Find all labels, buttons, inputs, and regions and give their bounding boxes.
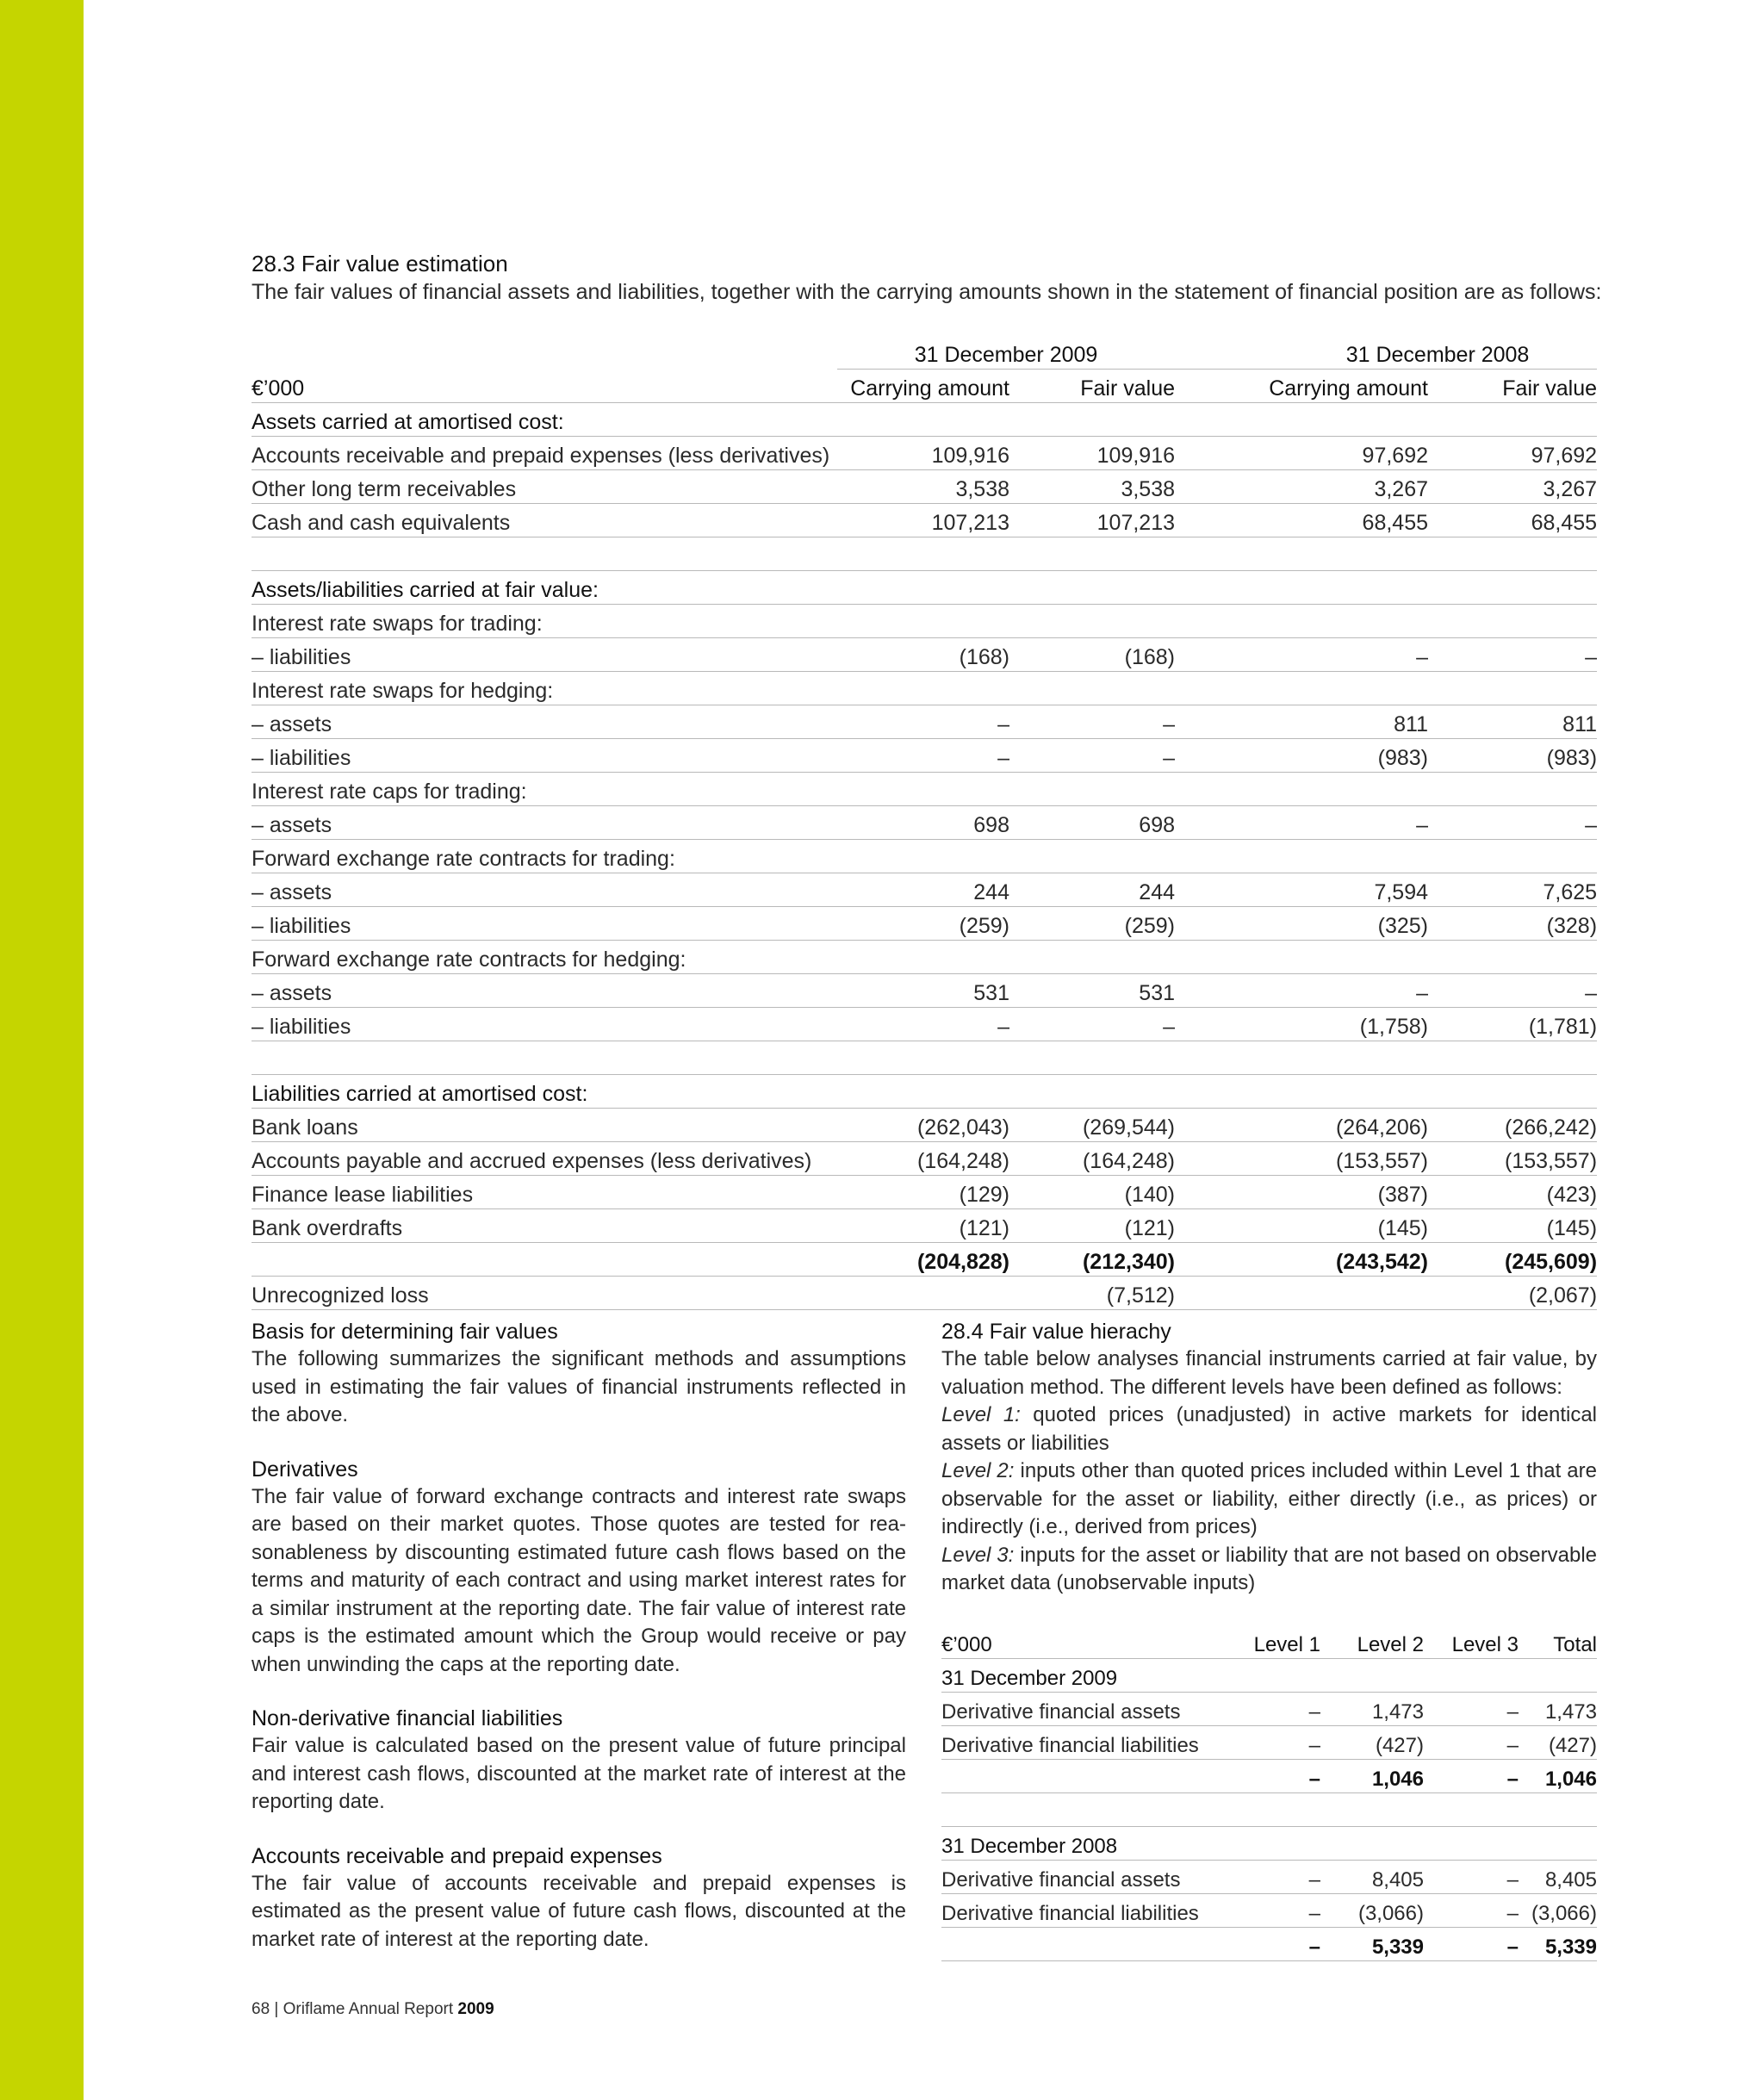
- level-name: Level 2:: [941, 1459, 1015, 1482]
- cell-value: 811: [1175, 705, 1428, 739]
- cell-value: [1428, 840, 1597, 873]
- hier-cell-value: –: [1226, 1759, 1320, 1792]
- cell-value: –: [1009, 1008, 1175, 1041]
- block-heading: Basis for determining fair values: [252, 1320, 558, 1344]
- fair-2008-header: Fair value: [1428, 370, 1597, 403]
- fair-value-table: [252, 336, 1597, 1310]
- hier-row: [941, 1893, 1597, 1927]
- cell-value: (153,557): [1428, 1142, 1597, 1176]
- cell-value: [1175, 672, 1428, 705]
- cell-value: –: [1175, 974, 1428, 1008]
- hierarchy-table: [941, 1625, 1597, 1961]
- row-label: Unrecognized loss: [252, 1277, 837, 1310]
- text-block: [252, 1318, 906, 1430]
- cell-value: 3,538: [837, 470, 1009, 504]
- cell-value: [1428, 1075, 1597, 1109]
- cell-value: 244: [1009, 873, 1175, 907]
- hier-cell-value: –: [1424, 1927, 1519, 1960]
- table-row: [252, 739, 1597, 773]
- cell-value: 811: [1428, 705, 1597, 739]
- page-footer: [252, 2000, 494, 2019]
- cell-value: (387): [1175, 1176, 1428, 1209]
- table-row: [252, 873, 1597, 907]
- hier-cell-value: –: [1226, 1692, 1320, 1725]
- cell-value: [1175, 773, 1428, 806]
- hier-cell-value: [1226, 1792, 1320, 1826]
- cell-value: (212,340): [1009, 1243, 1175, 1277]
- cell-value: –: [1175, 638, 1428, 672]
- cell-value: (121): [837, 1209, 1009, 1243]
- cell-value: (269,544): [1009, 1109, 1175, 1142]
- hier-cell-value: (3,066): [1320, 1893, 1424, 1927]
- hier-row-label: [941, 1927, 1226, 1960]
- row-label: Forward exchange rate contracts for hedging:: [252, 941, 837, 974]
- cell-value: (145): [1175, 1209, 1428, 1243]
- level-name: Level 3:: [941, 1543, 1015, 1567]
- table-row: [252, 470, 1597, 504]
- hier-cell-value: [1226, 1826, 1320, 1860]
- hier-cell-value: [1320, 1658, 1424, 1692]
- cell-value: [1009, 571, 1175, 605]
- cell-value: [837, 1075, 1009, 1109]
- cell-value: 68,455: [1175, 504, 1428, 537]
- block-text: The following summarizes the significant methods and assumptions used in estimating the fair values of financial instruments reflected in the above.: [252, 1347, 906, 1426]
- cell-value: (983): [1428, 739, 1597, 773]
- row-label: – assets: [252, 974, 837, 1008]
- hier-cell-value: [1320, 1826, 1424, 1860]
- text-block: [252, 1705, 906, 1817]
- cell-value: [1175, 537, 1428, 571]
- cell-value: (1,781): [1428, 1008, 1597, 1041]
- cell-value: (7,512): [1009, 1277, 1175, 1310]
- table-row: [252, 504, 1597, 537]
- row-label: Interest rate swaps for hedging:: [252, 672, 837, 705]
- cell-value: (153,557): [1175, 1142, 1428, 1176]
- row-label: – liabilities: [252, 907, 837, 941]
- table-row: [252, 840, 1597, 873]
- row-label: – assets: [252, 873, 837, 907]
- row-label: [252, 1243, 837, 1277]
- hierarchy-header-row: [941, 1625, 1597, 1659]
- text-block: [252, 1456, 906, 1680]
- cell-value: [1175, 941, 1428, 974]
- table-row: [252, 907, 1597, 941]
- hier-unit-header: €’000: [941, 1625, 1226, 1659]
- table-row: [252, 974, 1597, 1008]
- row-label: – assets: [252, 806, 837, 840]
- table-row: [252, 806, 1597, 840]
- hier-row-label: [941, 1792, 1226, 1826]
- cell-value: 97,692: [1428, 437, 1597, 470]
- block-text: Fair value is calculated based on the present value of future principal and interest cash flows, discounted at the market rate of interest at the reporting date.: [252, 1734, 906, 1813]
- cell-value: 3,267: [1175, 470, 1428, 504]
- cell-value: (121): [1009, 1209, 1175, 1243]
- hier-cell-value: –: [1424, 1725, 1519, 1759]
- cell-value: [1428, 605, 1597, 638]
- cell-value: 97,692: [1175, 437, 1428, 470]
- cell-value: –: [837, 705, 1009, 739]
- right-column: [941, 1318, 1597, 1961]
- cell-value: [1428, 571, 1597, 605]
- block-text: The fair value of accounts receivable and prepaid expenses is estimated as the present value of future cash flows, discounted at the market rate of interest at the reporting date.: [252, 1871, 906, 1951]
- row-label: – liabilities: [252, 638, 837, 672]
- row-label: Assets/liabilities carried at fair value:: [252, 571, 837, 605]
- cell-value: [837, 1277, 1009, 1310]
- hier-row-label: Derivative financial assets: [941, 1860, 1226, 1893]
- cell-value: (262,043): [837, 1109, 1009, 1142]
- table-row: [252, 1209, 1597, 1243]
- hierarchy-heading: 28.4 Fair value hierachy: [941, 1320, 1171, 1344]
- cell-value: (245,609): [1428, 1243, 1597, 1277]
- hier-row-label: Derivative financial liabilities: [941, 1725, 1226, 1759]
- cell-value: (1,758): [1175, 1008, 1428, 1041]
- level-1-header: Level 1: [1226, 1625, 1320, 1659]
- cell-value: 244: [837, 873, 1009, 907]
- hier-cell-value: [1519, 1826, 1597, 1860]
- row-label: Forward exchange rate contracts for trading:: [252, 840, 837, 873]
- level-text: inputs other than quoted prices included within Level 1 that are observable for the asset or liability, either directly (i.e., as prices) or indirectly (i.e., derived from prices): [941, 1459, 1597, 1538]
- hier-cell-value: –: [1424, 1692, 1519, 1725]
- cell-value: [1009, 773, 1175, 806]
- column-header-row: [252, 370, 1597, 403]
- hier-total-row: [941, 1759, 1597, 1792]
- hier-cell-value: 5,339: [1519, 1927, 1597, 1960]
- cell-value: [837, 403, 1009, 437]
- hier-year-row: [941, 1826, 1597, 1860]
- level-definition: [941, 1542, 1597, 1598]
- cell-value: [1175, 571, 1428, 605]
- cell-value: –: [837, 1008, 1009, 1041]
- row-label: Interest rate swaps for trading:: [252, 605, 837, 638]
- table-row: [252, 1277, 1597, 1310]
- level-definition: [941, 1457, 1597, 1542]
- level-3-header: Level 3: [1424, 1625, 1519, 1659]
- hier-cell-value: 5,339: [1320, 1927, 1424, 1960]
- cell-value: [1009, 941, 1175, 974]
- hierarchy-intro: The table below analyses financial instruments carried at fair value, by valuation method. The different levels have been defined as follows:: [941, 1347, 1597, 1399]
- level-name: Level 1:: [941, 1403, 1021, 1426]
- hier-row-label: 31 December 2008: [941, 1826, 1226, 1860]
- table-row: [252, 638, 1597, 672]
- unit-header: €’000: [252, 370, 837, 403]
- hier-cell-value: 1,473: [1519, 1692, 1597, 1725]
- hier-row: [941, 1692, 1597, 1725]
- table-row: [252, 672, 1597, 705]
- table-row: [252, 437, 1597, 470]
- hier-row: [941, 1792, 1597, 1826]
- cell-value: (2,067): [1428, 1277, 1597, 1310]
- cell-value: 531: [1009, 974, 1175, 1008]
- table-row: [252, 537, 1597, 571]
- table-row: [252, 1176, 1597, 1209]
- cell-value: [1175, 1041, 1428, 1075]
- hier-row-label: Derivative financial liabilities: [941, 1893, 1226, 1927]
- cell-value: (243,542): [1175, 1243, 1428, 1277]
- cell-value: [837, 537, 1009, 571]
- table-row: [252, 1041, 1597, 1075]
- hier-row-label: 31 December 2009: [941, 1658, 1226, 1692]
- cell-value: (266,242): [1428, 1109, 1597, 1142]
- cell-value: [1009, 1041, 1175, 1075]
- cell-value: [1428, 941, 1597, 974]
- cell-value: [1428, 672, 1597, 705]
- cell-value: 698: [1009, 806, 1175, 840]
- cell-value: [1428, 537, 1597, 571]
- hier-cell-value: –: [1424, 1759, 1519, 1792]
- hier-cell-value: –: [1424, 1860, 1519, 1893]
- row-label: [252, 537, 837, 571]
- carrying-2008-header: Carrying amount: [1175, 370, 1428, 403]
- cell-value: (204,828): [837, 1243, 1009, 1277]
- cell-value: [1009, 1075, 1175, 1109]
- hier-cell-value: [1226, 1658, 1320, 1692]
- block-text: The fair value of forward exchange contracts and interest rate swaps are based on their market quotes. Those quotes are tested for rea-sonableness by discounting estimated future cash flows based on the terms and maturity of each contract and using market interest rates for a similar instrument at the reporting date. The fair value of interest rate caps is the estimated amount which the Group would receive or pay when unwinding the caps at the reporting date.: [252, 1484, 906, 1676]
- hier-cell-value: –: [1226, 1860, 1320, 1893]
- cell-value: (328): [1428, 907, 1597, 941]
- accent-side-bar: [0, 0, 84, 2100]
- row-label: Cash and cash equivalents: [252, 504, 837, 537]
- hier-cell-value: –: [1226, 1893, 1320, 1927]
- cell-value: –: [1009, 705, 1175, 739]
- footer-text: 68 | Oriflame Annual Report: [252, 2000, 458, 2018]
- hier-year-row: [941, 1658, 1597, 1692]
- cell-value: 109,916: [1009, 437, 1175, 470]
- left-column: [252, 1318, 906, 1979]
- cell-value: 107,213: [1009, 504, 1175, 537]
- cell-value: (168): [1009, 638, 1175, 672]
- row-label: Accounts payable and accrued expenses (less derivatives): [252, 1142, 837, 1176]
- cell-value: [1175, 403, 1428, 437]
- cell-value: [1009, 840, 1175, 873]
- table-row: [252, 941, 1597, 974]
- total-header: Total: [1519, 1625, 1597, 1659]
- cell-value: [837, 672, 1009, 705]
- row-label: Bank overdrafts: [252, 1209, 837, 1243]
- table-total-row: [252, 1243, 1597, 1277]
- year-2008-header: 31 December 2008: [1175, 336, 1597, 370]
- hier-cell-value: [1424, 1658, 1519, 1692]
- cell-value: 531: [837, 974, 1009, 1008]
- block-heading: Non-derivative financial liabilities: [252, 1706, 563, 1730]
- cell-value: (168): [837, 638, 1009, 672]
- cell-value: 109,916: [837, 437, 1009, 470]
- footer-year: 2009: [457, 2000, 494, 2018]
- cell-value: 698: [837, 806, 1009, 840]
- row-label: Assets carried at amortised cost:: [252, 403, 837, 437]
- row-label: [252, 1041, 837, 1075]
- row-label: Bank loans: [252, 1109, 837, 1142]
- cell-value: [1009, 672, 1175, 705]
- hier-row: [941, 1725, 1597, 1759]
- cell-value: [1175, 1277, 1428, 1310]
- hier-cell-value: 1,046: [1519, 1759, 1597, 1792]
- hier-cell-value: [1519, 1792, 1597, 1826]
- cell-value: [1009, 403, 1175, 437]
- table-section-row: [252, 571, 1597, 605]
- level-definitions: [941, 1401, 1597, 1598]
- section-title: 28.3 Fair value estimation: [252, 251, 508, 276]
- cell-value: (423): [1428, 1176, 1597, 1209]
- cell-value: –: [837, 739, 1009, 773]
- table-section-row: [252, 1075, 1597, 1109]
- level-text: inputs for the asset or liability that are not based on observable market data (unobservable inputs): [941, 1543, 1598, 1594]
- hier-cell-value: [1519, 1658, 1597, 1692]
- cell-value: –: [1428, 974, 1597, 1008]
- hier-cell-value: 8,405: [1320, 1860, 1424, 1893]
- cell-value: [1009, 537, 1175, 571]
- cell-value: [1175, 1075, 1428, 1109]
- row-label: Accounts receivable and prepaid expenses (less derivatives): [252, 437, 837, 470]
- cell-value: –: [1009, 739, 1175, 773]
- cell-value: (259): [1009, 907, 1175, 941]
- cell-value: 107,213: [837, 504, 1009, 537]
- hier-row: [941, 1860, 1597, 1893]
- cell-value: [1428, 773, 1597, 806]
- cell-value: –: [1175, 806, 1428, 840]
- cell-value: (259): [837, 907, 1009, 941]
- level-definition: [941, 1401, 1597, 1457]
- fair-2009-header: Fair value: [1009, 370, 1175, 403]
- cell-value: 7,625: [1428, 873, 1597, 907]
- cell-value: 68,455: [1428, 504, 1597, 537]
- cell-value: (140): [1009, 1176, 1175, 1209]
- hier-cell-value: [1320, 1792, 1424, 1826]
- cell-value: [1428, 403, 1597, 437]
- section-intro: The fair values of financial assets and liabilities, together with the carrying amounts shown in the statement of financial position are as follows:: [252, 280, 1602, 304]
- cell-value: [1009, 605, 1175, 638]
- hier-cell-value: –: [1424, 1893, 1519, 1927]
- cell-value: [1175, 840, 1428, 873]
- cell-value: (325): [1175, 907, 1428, 941]
- table-row: [252, 1142, 1597, 1176]
- table-row: [252, 1008, 1597, 1041]
- cell-value: –: [1428, 638, 1597, 672]
- block-heading: Derivatives: [252, 1457, 358, 1482]
- row-label: Other long term receivables: [252, 470, 837, 504]
- cell-value: 7,594: [1175, 873, 1428, 907]
- block-heading: Accounts receivable and prepaid expenses: [252, 1843, 662, 1868]
- row-label: – liabilities: [252, 739, 837, 773]
- hier-cell-value: 8,405: [1519, 1860, 1597, 1893]
- hier-cell-value: [1424, 1792, 1519, 1826]
- cell-value: [837, 840, 1009, 873]
- cell-value: (264,206): [1175, 1109, 1428, 1142]
- row-label: Finance lease liabilities: [252, 1176, 837, 1209]
- cell-value: [1428, 1041, 1597, 1075]
- cell-value: (129): [837, 1176, 1009, 1209]
- hier-cell-value: 1,046: [1320, 1759, 1424, 1792]
- cell-value: 3,267: [1428, 470, 1597, 504]
- cell-value: 3,538: [1009, 470, 1175, 504]
- cell-value: (145): [1428, 1209, 1597, 1243]
- cell-value: (164,248): [837, 1142, 1009, 1176]
- cell-value: [1175, 605, 1428, 638]
- cell-value: [837, 1041, 1009, 1075]
- cell-value: –: [1428, 806, 1597, 840]
- cell-value: [837, 941, 1009, 974]
- hier-cell-value: –: [1226, 1927, 1320, 1960]
- row-label: – assets: [252, 705, 837, 739]
- carrying-2009-header: Carrying amount: [837, 370, 1009, 403]
- table-row: [252, 773, 1597, 806]
- table-row: [252, 605, 1597, 638]
- table-section-row: [252, 403, 1597, 437]
- cell-value: [837, 571, 1009, 605]
- hier-cell-value: (427): [1519, 1725, 1597, 1759]
- cell-value: [837, 773, 1009, 806]
- hier-total-row: [941, 1927, 1597, 1960]
- row-label: Interest rate caps for trading:: [252, 773, 837, 806]
- level-2-header: Level 2: [1320, 1625, 1424, 1659]
- hier-row-label: Derivative financial assets: [941, 1692, 1226, 1725]
- table-row: [252, 1109, 1597, 1142]
- row-label: – liabilities: [252, 1008, 837, 1041]
- level-text: quoted prices (unadjusted) in active markets for identical assets or liabilities: [941, 1403, 1597, 1455]
- hier-cell-value: (427): [1320, 1725, 1424, 1759]
- text-block: [252, 1842, 906, 1954]
- year-header-row: [252, 336, 1597, 370]
- year-2009-header: 31 December 2009: [837, 336, 1175, 370]
- cell-value: (164,248): [1009, 1142, 1175, 1176]
- row-label: Liabilities carried at amortised cost:: [252, 1075, 837, 1109]
- hier-cell-value: –: [1226, 1725, 1320, 1759]
- hier-cell-value: 1,473: [1320, 1692, 1424, 1725]
- hier-row-label: [941, 1759, 1226, 1792]
- hier-cell-value: (3,066): [1519, 1893, 1597, 1927]
- table-row: [252, 705, 1597, 739]
- hier-cell-value: [1424, 1826, 1519, 1860]
- cell-value: (983): [1175, 739, 1428, 773]
- cell-value: [837, 605, 1009, 638]
